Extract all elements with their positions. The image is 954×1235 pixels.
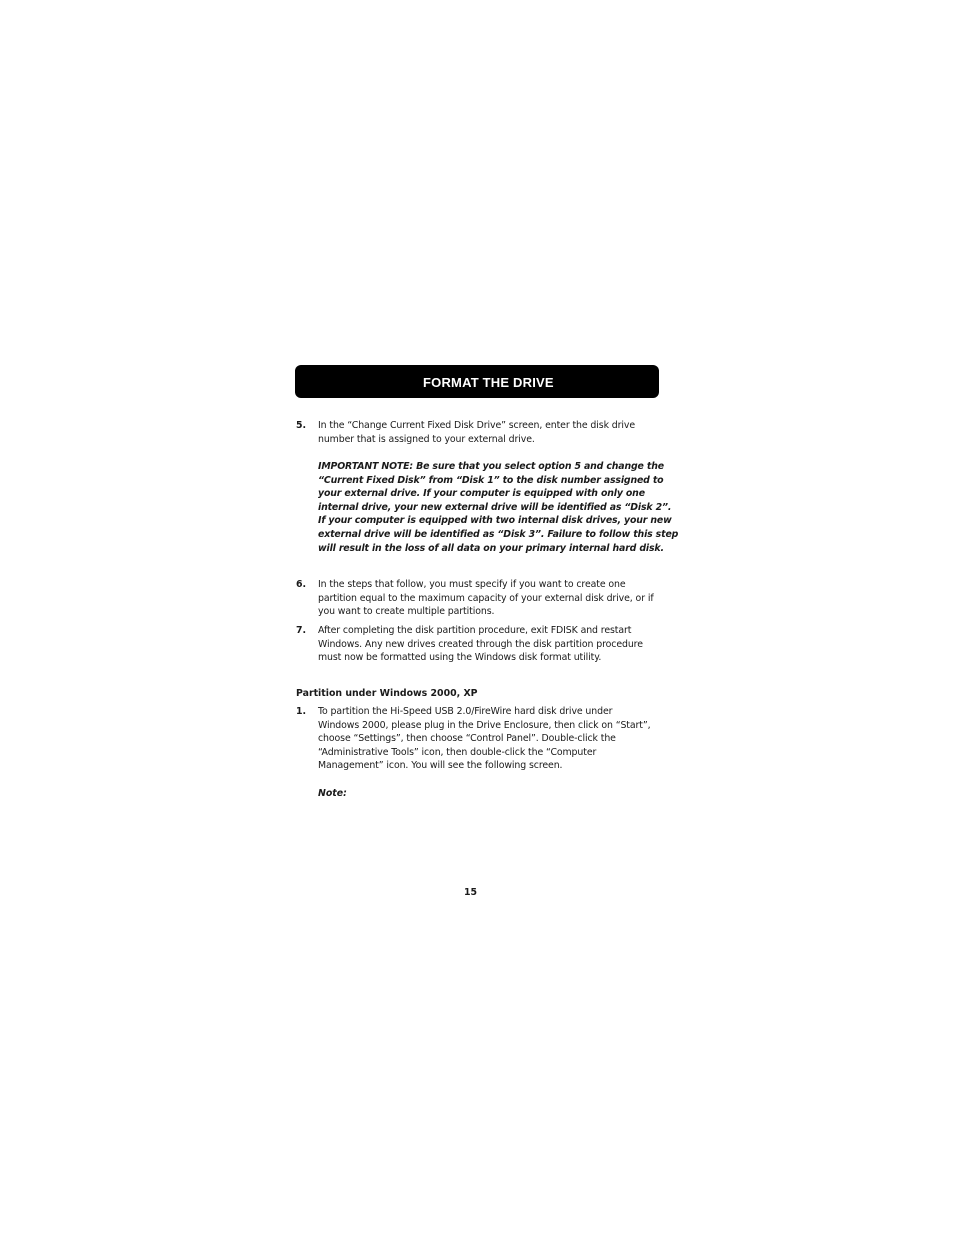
important-note-line-3: your external drive. If your computer is equipped with only one xyxy=(318,488,645,500)
step-7-line-3: must now be formatted using the Windows disk format utility. xyxy=(318,652,602,664)
important-note-line-6: external drive will be identified as “Disk 3”. Failure to follow this step xyxy=(318,528,679,540)
step-7-line-1: After completing the disk partition procedure, exit FDISK and restart xyxy=(318,625,632,636)
step-5-line-2: number that is assigned to your external drive. xyxy=(318,433,535,445)
important-note-line-1: IMPORTANT NOTE: Be sure that you select option 5 and change the xyxy=(318,461,664,472)
step-5-line-1: In the “Change Current Fixed Disk Drive” screen, enter the disk drive xyxy=(318,420,636,431)
important-note-line-7: will result in the loss of all data on your primary internal hard disk. xyxy=(318,542,664,554)
important-note xyxy=(318,460,679,555)
windows-step-1-line-5: Management” icon. You will see the following screen. xyxy=(318,760,563,772)
windows-step-1-line-1: To partition the Hi-Speed USB 2.0/FireWire hard disk drive under xyxy=(318,706,613,717)
note-label: Note: xyxy=(318,788,347,799)
step-7-text xyxy=(318,624,663,665)
windows-step-1-line-3: choose “Settings”, then choose “Control Panel”. Double-click the xyxy=(318,733,616,745)
section-header-bar xyxy=(295,365,659,398)
step-6-number: 6. xyxy=(296,579,307,590)
subheading-windows-partition: Partition under Windows 2000, XP xyxy=(296,688,478,699)
windows-step-1-line-2: Windows 2000, please plug in the Drive Enclosure, then click on “Start”, xyxy=(318,719,651,731)
windows-step-1-line-4: “Administrative Tools” icon, then double-click the “Computer xyxy=(318,746,597,758)
step-5-number: 5. xyxy=(296,420,307,431)
important-note-line-5: If your computer is equipped with two internal disk drives, your new xyxy=(318,515,672,527)
step-6-text xyxy=(318,578,663,619)
step-7-number: 7. xyxy=(296,625,307,636)
step-6-line-1: In the steps that follow, you must specify if you want to create one xyxy=(318,579,626,590)
step-6-line-2: partition equal to the maximum capacity of your external disk drive, or if xyxy=(318,592,654,604)
important-note-line-4: internal drive, your new external drive will be identified as “Disk 2”. xyxy=(318,501,672,513)
important-note-line-2: “Current Fixed Disk” from “Disk 1” to the disk number assigned to xyxy=(318,474,664,486)
page-number: 15 xyxy=(464,887,478,898)
step-5-text xyxy=(318,419,663,446)
section-title: FORMAT THE DRIVE xyxy=(423,375,554,390)
windows-step-1-text xyxy=(318,705,663,773)
windows-step-1-number: 1. xyxy=(296,706,307,717)
step-7-line-2: Windows. Any new drives created through the disk partition procedure xyxy=(318,638,643,650)
step-6-line-3: you want to create multiple partitions. xyxy=(318,606,495,618)
